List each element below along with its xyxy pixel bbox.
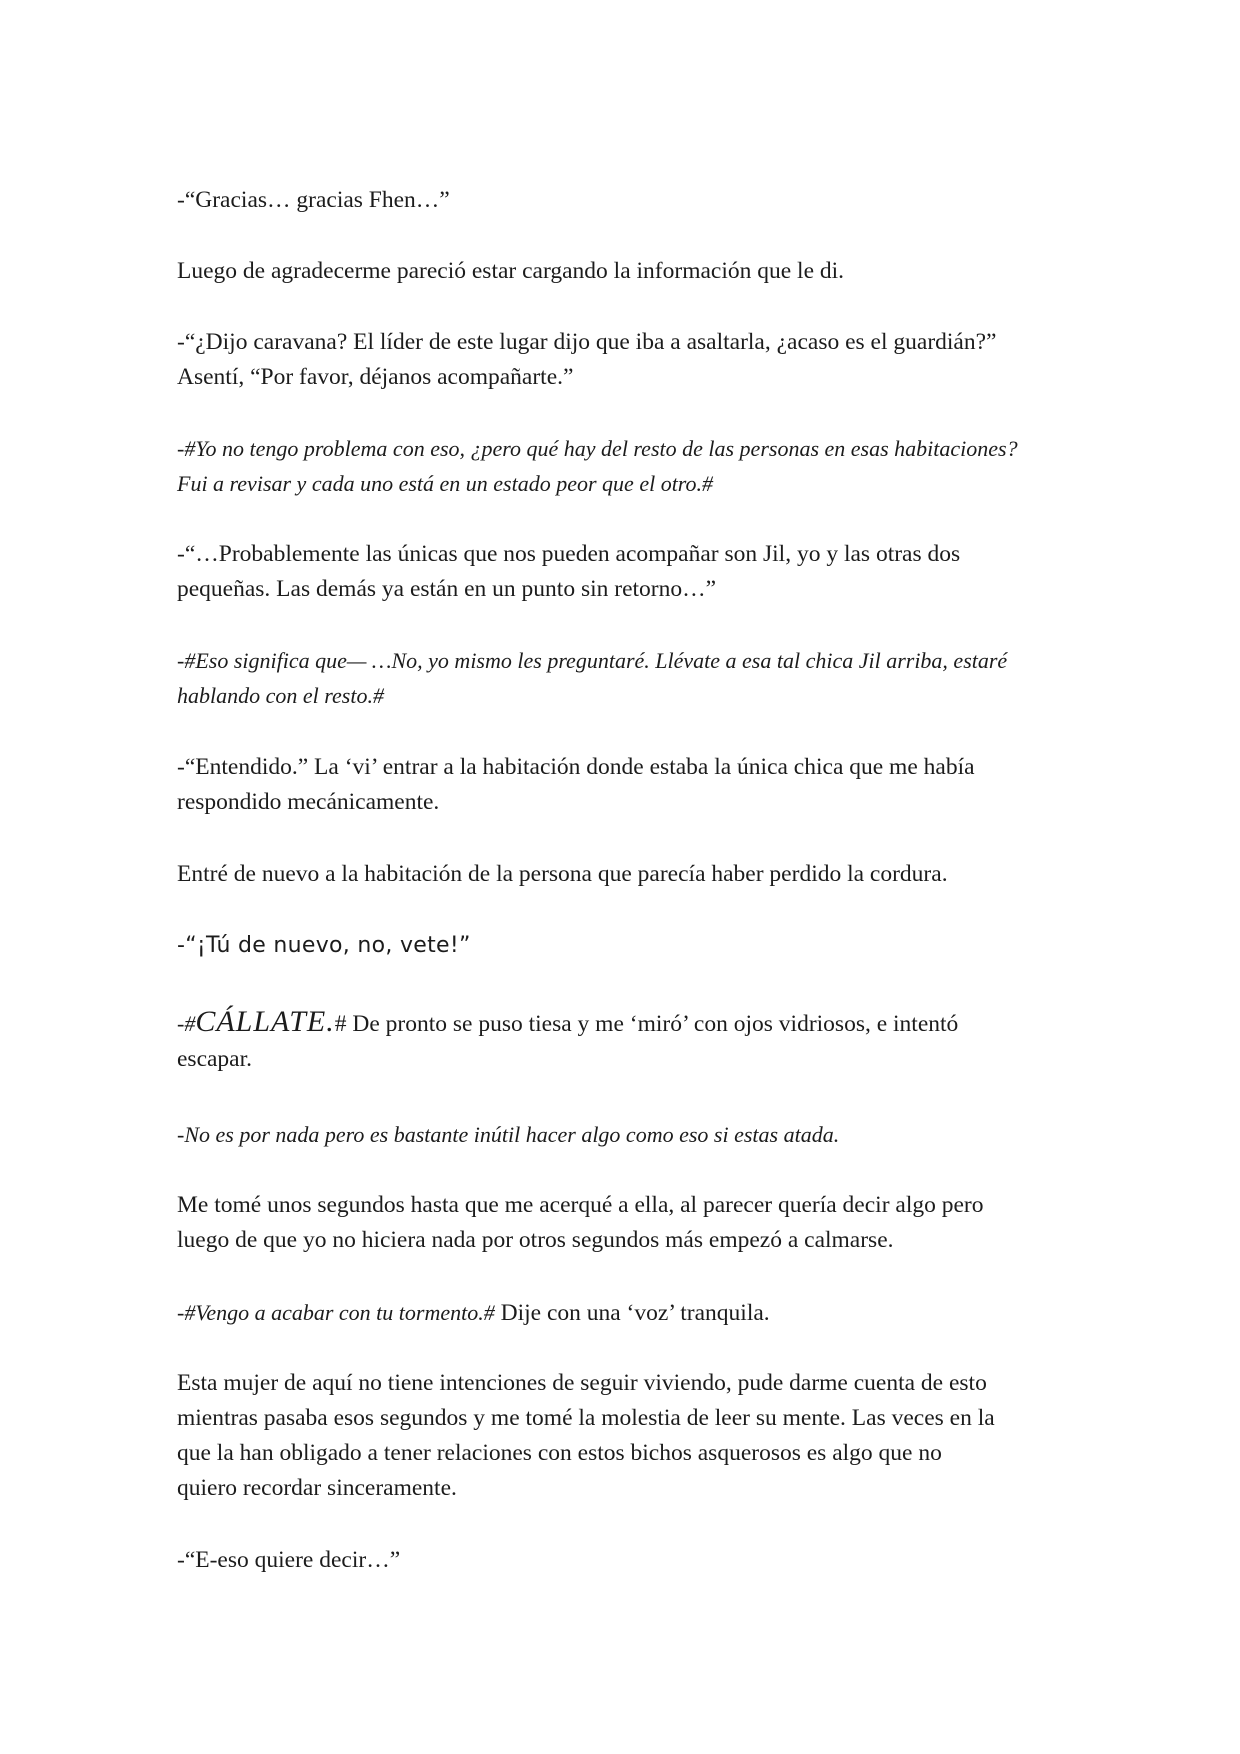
paragraph-telepathy-2	[177, 643, 1067, 713]
shout-text: CÁLLATE.	[195, 1005, 335, 1038]
paragraph-dialogue-meaning	[177, 1543, 1067, 1578]
shout-suffix: # De pronto se puso tiesa y me ‘miró’ con ojos vidriosos, e intentó	[334, 1011, 959, 1037]
text-line: -No es por nada pero es bastante inútil hacer algo como eso si estas atada.	[177, 1122, 840, 1147]
text-line: -“Entendido.” La ‘vi’ entrar a la habitación donde estaba la única chica que me había	[177, 754, 975, 780]
text-line: -“¡Tú de nuevo, no, vete!”	[177, 933, 471, 958]
text-line: -“Gracias… gracias Fhen…”	[177, 187, 450, 213]
text-line: -#Eso significa que— …No, yo mismo les preguntaré. Llévate a esa tal chica Jil arriba, estaré	[177, 648, 1008, 673]
paragraph-telepathy-3	[177, 1295, 1067, 1331]
paragraph-telepathy-1	[177, 431, 1067, 501]
paragraph-dialogue-thanks	[177, 183, 1067, 218]
text-line: respondido mecánicamente.	[177, 789, 440, 815]
text-line: Entré de nuevo a la habitación de la persona que parecía haber perdido la cordura.	[177, 861, 948, 887]
text-line: Fui a revisar y cada uno está en un estado peor que el otro.#	[177, 471, 714, 496]
paragraph-narration-1	[177, 254, 1067, 289]
text-line: -#Yo no tengo problema con eso, ¿pero qué hay del resto de las personas en esas habitaciones?	[177, 436, 1018, 461]
text-line: pequeñas. Las demás ya están en un punto sin retorno…”	[177, 576, 717, 602]
paragraph-shout	[177, 1004, 1067, 1077]
text-line: Esta mujer de aquí no tiene intenciones de seguir viviendo, pude darme cuenta de esto	[177, 1370, 987, 1396]
text-line: escapar.	[177, 1046, 253, 1072]
text-line: mientras pasaba esos segundos y me tomé la molestia de leer su mente. Las veces en la	[177, 1405, 995, 1431]
paragraph-narration-2	[177, 857, 1067, 892]
text-line: luego de que yo no hiciera nada por otros segundos más empezó a calmarse.	[177, 1227, 894, 1253]
text-line: hablando con el resto.#	[177, 683, 384, 708]
text-line	[177, 1295, 1067, 1331]
text-line: Asentí, “Por favor, déjanos acompañarte.”	[177, 364, 574, 390]
paragraph-narration-3	[177, 1188, 1067, 1258]
telepathy-text: -#Vengo a acabar con tu tormento.#	[177, 1300, 495, 1325]
text-line: Me tomé unos segundos hasta que me acerqué a ella, al parecer quería decir algo pero	[177, 1192, 984, 1218]
paragraph-dialogue-probably	[177, 537, 1067, 607]
paragraph-dialogue-go-away	[177, 928, 1067, 963]
text-line: que la han obligado a tener relaciones con estos bichos asquerosos es algo que no	[177, 1440, 942, 1466]
paragraph-aside	[177, 1117, 1067, 1152]
text-line: Luego de agradecerme pareció estar cargando la información que le di.	[177, 258, 845, 284]
shout-prefix: -#	[177, 1011, 196, 1036]
narration-text: Dije con una ‘voz’ tranquila.	[494, 1300, 770, 1326]
text-line: -“E-eso quiere decir…”	[177, 1547, 401, 1573]
text-line: -“…Probablemente las únicas que nos pueden acompañar son Jil, yo y las otras dos	[177, 541, 961, 567]
paragraph-dialogue-caravan	[177, 325, 1067, 395]
text-line: -“¿Dijo caravana? El líder de este lugar dijo que iba a asaltarla, ¿acaso es el guardián?”	[177, 329, 997, 355]
paragraph-dialogue-understood	[177, 750, 1067, 820]
text-line: quiero recordar sinceramente.	[177, 1475, 457, 1501]
paragraph-narration-4	[177, 1366, 1067, 1506]
text-line	[177, 1004, 1067, 1042]
